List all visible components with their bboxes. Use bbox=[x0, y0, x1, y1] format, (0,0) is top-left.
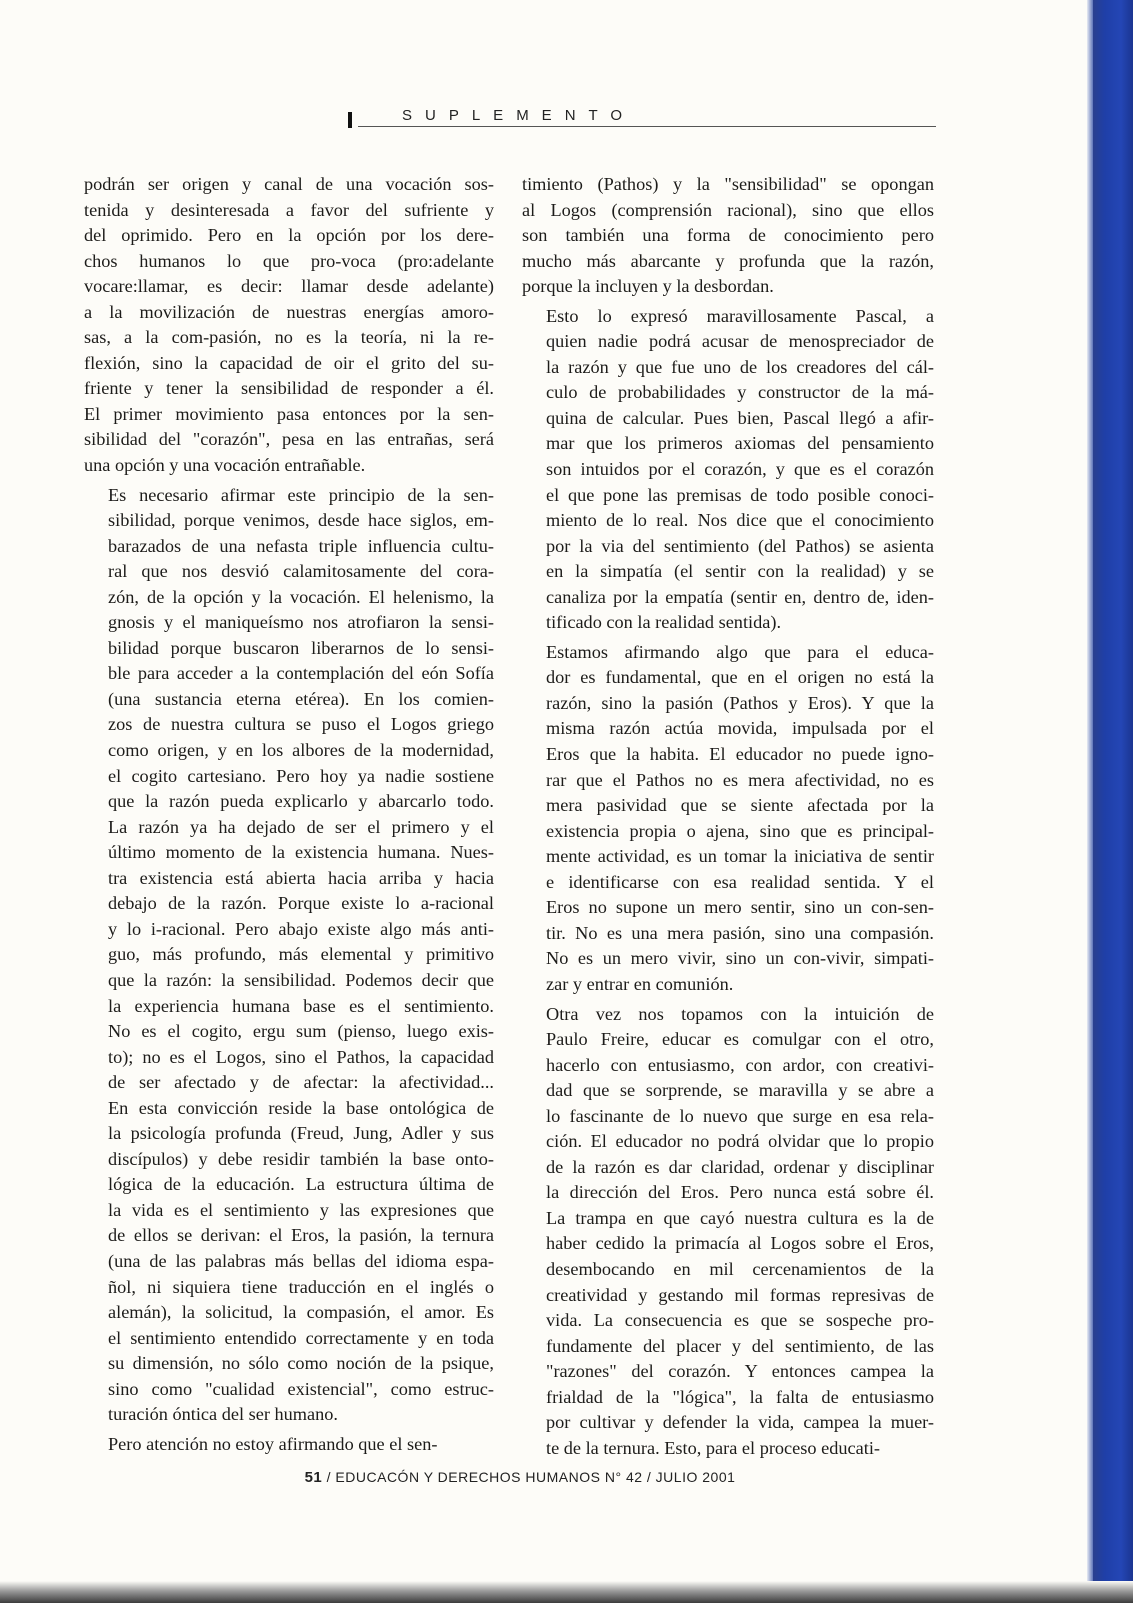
text-line: la razón y que fue uno de los creadores del cál- bbox=[546, 356, 934, 377]
text-line: el cogito cartesiano. Pero hoy ya nadie sostiene bbox=[108, 765, 494, 786]
text-line: ción. El educador no podrá olvidar que lo propio bbox=[546, 1131, 934, 1152]
text-line: el que pone las premisas de todo posible conoci- bbox=[546, 484, 934, 505]
text-line: timiento (Pathos) y la "sensibilidad" se opongan bbox=[522, 174, 934, 194]
text-line: misma razón actúa movida, impulsada por el bbox=[546, 718, 934, 739]
text-line: mar que los primeros axiomas del pensamiento bbox=[546, 433, 934, 454]
text-line: mente actividad, es un tomar la iniciativa de sentir bbox=[546, 846, 934, 867]
text-line: dor es fundamental, que en el origen no está la bbox=[546, 667, 934, 688]
text-line: La trampa en que cayó nuestra cultura es la de bbox=[546, 1207, 934, 1228]
text-line: vida. La consecuencia es que se sospeche pro- bbox=[546, 1310, 934, 1331]
text-line: Es necesario afirmar este principio de la sen- bbox=[108, 484, 494, 505]
text-line: la vida es el sentimiento y las expresiones que bbox=[108, 1199, 494, 1220]
text-line: culo de probabilidades y constructor de la má- bbox=[546, 382, 934, 403]
section-title: SUPLEMENTO bbox=[402, 107, 636, 124]
text-line: Otra vez nos topamos con la intuición de bbox=[546, 1003, 934, 1024]
text-line: por la via del sentimiento (del Pathos) se asienta bbox=[546, 535, 934, 556]
text-line: hacerlo con entusiasmo, con ardor, con creativi- bbox=[546, 1054, 934, 1075]
text-line: la psicología profunda (Freud, Jung, Adler y sus bbox=[108, 1123, 494, 1144]
text-line: de ser afectado y de afectar: la afectividad... bbox=[108, 1072, 494, 1093]
text-line: razón, sino la pasión (Pathos y Eros). Y que la bbox=[546, 692, 934, 713]
paragraph bbox=[522, 172, 934, 300]
text-line: La razón ya ha dejado de ser el primero y el bbox=[108, 816, 494, 837]
header-bar-mark bbox=[348, 112, 352, 128]
text-line: por cultivar y defender la vida, campea la muer- bbox=[546, 1412, 934, 1433]
paragraph bbox=[522, 640, 934, 998]
text-line: la experiencia humana base es el sentimiento. bbox=[108, 995, 494, 1016]
text-line: No es el cogito, ergu sum (pienso, luego exis- bbox=[108, 1021, 494, 1042]
text-line: chos humanos lo que pro-voca (pro:adelante bbox=[84, 250, 494, 271]
text-line: mucho más abarcante y profunda que la razón, bbox=[522, 250, 934, 271]
paragraph bbox=[84, 172, 494, 479]
text-line: ñol, ni siquiera tiene traducción en el inglés o bbox=[108, 1276, 494, 1297]
text-line: son intuidos por el corazón, y que es el corazón bbox=[546, 459, 934, 480]
text-line: (una de las palabras más bellas del idioma espa- bbox=[108, 1250, 494, 1271]
text-line: lógica de la educación. La estructura última de bbox=[108, 1174, 494, 1195]
text-line: haber cedido la primacía al Logos sobre el Eros, bbox=[546, 1233, 934, 1254]
text-line: Esto lo expresó maravillosamente Pascal, a bbox=[546, 305, 934, 326]
text-line: te de la ternura. Esto, para el proceso educati- bbox=[546, 1437, 880, 1458]
text-line: "razones" del corazón. Y entonces campea la bbox=[546, 1361, 934, 1382]
text-line: sino como "cualidad existencial", como estruc- bbox=[108, 1378, 494, 1399]
right-column bbox=[522, 172, 934, 1465]
running-header bbox=[348, 106, 938, 128]
text-line: como origen, y en los albores de la modernidad, bbox=[108, 740, 494, 761]
text-line: el sentimiento entendido correctamente y en toda bbox=[108, 1327, 494, 1348]
text-line: guo, más profundo, más elemental y primitivo bbox=[108, 944, 494, 965]
paragraph bbox=[84, 483, 494, 1428]
text-line: mera pasividad que se siente afectada por la bbox=[546, 795, 934, 816]
binding-edge bbox=[1093, 0, 1133, 1603]
text-line: fundamente del placer y del sentimiento, de las bbox=[546, 1335, 934, 1356]
text-line: en la simpatía (el sentir con la realidad) y se bbox=[546, 561, 934, 582]
text-line: e identificarse con esa realidad sentida. Y el bbox=[546, 871, 934, 892]
text-line: a la movilización de nuestras energías amoro- bbox=[84, 301, 494, 322]
text-line: Eros que la habita. El educador no puede igno- bbox=[546, 744, 934, 765]
text-line: tir. No es una mera pasión, sino una compasión. bbox=[546, 922, 934, 943]
page-footer bbox=[0, 1469, 1040, 1486]
text-line: que la razón: la sensibilidad. Podemos decir que bbox=[108, 969, 494, 990]
header-rule bbox=[358, 126, 936, 127]
text-line: de la razón es dar claridad, ordenar y disciplinar bbox=[546, 1156, 934, 1177]
text-line: Estamos afirmando algo que para el educa- bbox=[546, 641, 934, 662]
text-line: miento de lo real. Nos dice que el conocimiento bbox=[546, 510, 934, 531]
left-column bbox=[84, 172, 494, 1461]
text-line: gnosis y el maniqueísmo nos atrofiaron la sensi- bbox=[108, 612, 494, 633]
text-line: quina de calcular. Pues bien, Pascal llegó a afir- bbox=[546, 407, 934, 428]
text-line: canaliza por la empatía (sentir en, dentro de, iden- bbox=[546, 586, 934, 607]
text-line: que la razón pueda explicarlo y abarcarlo todo. bbox=[108, 791, 494, 812]
text-line: ble para acceder a la contemplación del eón Sofía bbox=[108, 663, 494, 684]
text-line: desembocando en mil cercenamientos de la bbox=[546, 1258, 934, 1279]
text-line: sibilidad del "corazón", pesa en las entrañas, será bbox=[84, 429, 494, 450]
text-line: barazados de una nefasta triple influencia cultu- bbox=[108, 535, 494, 556]
text-line: son también una forma de conocimiento pero bbox=[522, 225, 934, 246]
text-line: lo fascinante de lo nuevo que surge en esa rela- bbox=[546, 1105, 934, 1126]
text-line: tificado con la realidad sentida). bbox=[546, 612, 782, 633]
text-line: alemán), la solicitud, la compasión, el amor. Es bbox=[108, 1302, 494, 1323]
text-line: bilidad porque buscaron liberarnos de lo sensi- bbox=[108, 637, 494, 658]
text-line: zar y entrar en comunión. bbox=[546, 973, 734, 994]
text-line: y lo i-racional. Pero abajo existe algo más anti- bbox=[108, 918, 494, 939]
text-line: frialdad de la "lógica", la falta de entusiasmo bbox=[546, 1386, 934, 1407]
text-line: podrán ser origen y canal de una vocación sos- bbox=[84, 174, 494, 194]
text-line: Pero atención no estoy afirmando que el sen- bbox=[108, 1433, 438, 1454]
paragraph bbox=[522, 304, 934, 636]
page-number: 51 bbox=[304, 1469, 323, 1486]
text-line: (una sustancia eterna etérea). En los comien- bbox=[108, 688, 494, 709]
text-line: debajo de la razón. Porque existe lo a-racional bbox=[108, 893, 494, 914]
text-line: creatividad y gestando mil formas represivas de bbox=[546, 1284, 934, 1305]
text-line: tenida y desinteresada a favor del sufriente y bbox=[84, 199, 494, 220]
text-line: zos de nuestra cultura se puso el Logos griego bbox=[108, 714, 494, 735]
text-line: porque la incluyen y la desbordan. bbox=[522, 276, 774, 297]
text-line: friente y tener la sensibilidad de responder a él. bbox=[84, 378, 494, 399]
text-line: to); no es el Logos, sino el Pathos, la capacidad bbox=[108, 1046, 494, 1067]
text-line: la dirección del Eros. Pero nunca está sobre él. bbox=[546, 1182, 934, 1203]
text-line: ral que nos desvió calamitosamente del cora- bbox=[108, 561, 494, 582]
text-line: su dimensión, no sólo como noción de la psique, bbox=[108, 1353, 494, 1374]
text-line: al Logos (comprensión racional), sino que ellos bbox=[522, 199, 934, 220]
text-line: Eros no supone un mero sentir, sino un con-sen- bbox=[546, 897, 934, 918]
publication-title: / EDUCACÓN Y DERECHOS HUMANOS N° 42 / JULIO 2001 bbox=[326, 1469, 736, 1485]
paragraph bbox=[522, 1002, 934, 1462]
text-line: zón, de la opción y la vocación. El helenismo, la bbox=[108, 586, 494, 607]
text-line: discípulos) y debe residir también la base onto- bbox=[108, 1148, 494, 1169]
text-line: flexión, sino la capacidad de oir el grito del su- bbox=[84, 352, 494, 373]
text-line: El primer movimiento pasa entonces por la sen- bbox=[84, 403, 494, 424]
text-line: En esta convicción reside la base ontológica de bbox=[108, 1097, 494, 1118]
paragraph bbox=[84, 1432, 494, 1458]
text-line: de ellos se derivan: el Eros, la pasión, la ternura bbox=[108, 1225, 494, 1246]
text-line: tra existencia está abierta hacia arriba y hacia bbox=[108, 867, 494, 888]
text-line: Paulo Freire, educar es comulgar con el otro, bbox=[546, 1029, 934, 1050]
text-line: del oprimido. Pero en la opción por los dere- bbox=[84, 225, 494, 246]
text-line: una opción y una vocación entrañable. bbox=[84, 455, 366, 476]
text-line: existencia propia o ajena, sino que es principal- bbox=[546, 820, 934, 841]
text-line: vocare:llamar, es decir: llamar desde adelante) bbox=[84, 276, 494, 297]
text-line: turación óntica del ser humano. bbox=[108, 1404, 338, 1425]
scan-bottom-edge bbox=[0, 1581, 1133, 1603]
text-line: No es un mero vivir, sino un con-vivir, simpati- bbox=[546, 948, 934, 969]
text-line: dad que se sorprende, se maravilla y se abre a bbox=[546, 1080, 934, 1101]
text-line: quien nadie podrá acusar de menospreciador de bbox=[546, 331, 934, 352]
text-line: sibilidad, porque venimos, desde hace siglos, em- bbox=[108, 510, 494, 531]
text-line: último momento de la existencia humana. Nues- bbox=[108, 842, 494, 863]
text-line: sas, a la com-pasión, no es la teoría, ni la re- bbox=[84, 327, 494, 348]
text-line: rar que el Pathos no es mera afectividad, no es bbox=[546, 769, 934, 790]
